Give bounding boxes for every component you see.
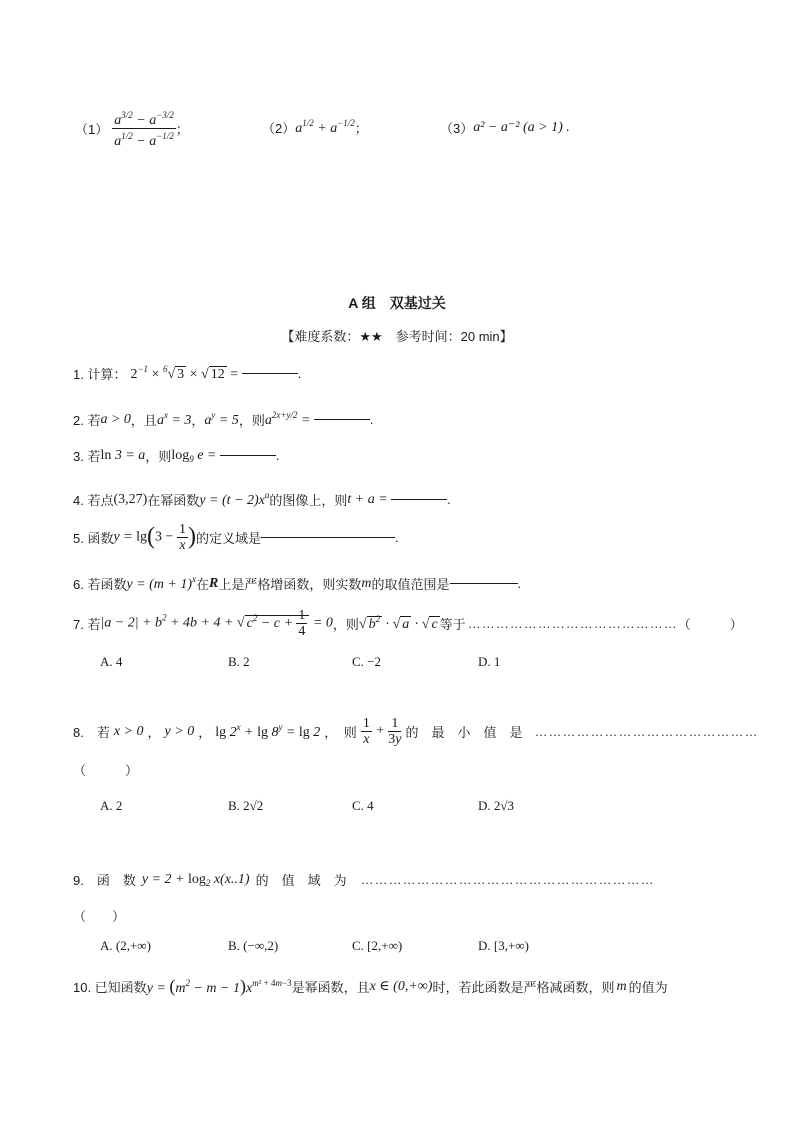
difficulty-line: 【难度系数：★★ 参考时间：20 min】 bbox=[281, 329, 513, 344]
question-8-cond-x: x > 0 bbox=[113, 723, 144, 739]
question-9-option-c[interactable]: C. [2,+∞) bbox=[352, 938, 403, 953]
problem-1-end: ； bbox=[175, 122, 189, 137]
answer-blank[interactable] bbox=[314, 419, 370, 420]
question-8-label: 8. 若 bbox=[73, 725, 110, 740]
question-2-cond-a: a > 0 bbox=[100, 411, 131, 427]
question-3-target: $\log_9 e$ = bbox=[171, 447, 220, 464]
question-1 bbox=[73, 364, 301, 383]
question-10-func: $y = (m^2 - m - 1)x^{m^2 + 4m-3}$ bbox=[146, 976, 292, 996]
problem-2-expr: $a^{1/2} + a^{-1/2}$ bbox=[295, 118, 355, 136]
question-10-text-2: 时，若此函数是严格减函数，则 bbox=[432, 980, 615, 995]
question-8-expr: $\frac{1}{x}$ + $\frac{1}{3y}$ bbox=[362, 716, 402, 747]
question-2-cond-ax: $a^x = 3$ bbox=[156, 410, 192, 428]
question-7-text-1: ，则 bbox=[332, 617, 359, 632]
question-8-text-1: ， bbox=[147, 725, 161, 740]
question-4-target: t + a = bbox=[347, 491, 392, 507]
question-3-cond: ln 3 = a bbox=[100, 447, 146, 463]
question-7-label: 7. 若 bbox=[73, 617, 101, 632]
question-4-text-1: 在幂函数 bbox=[147, 493, 200, 508]
problem-2-end: ； bbox=[354, 121, 368, 136]
question-7-option-c[interactable]: C. −2 bbox=[352, 654, 382, 669]
question-7-expr: √ $b^2$ · √ a · √ c bbox=[358, 614, 438, 632]
question-4-point: (3,27) bbox=[113, 491, 148, 507]
answer-blank[interactable] bbox=[220, 455, 276, 456]
question-2-text-1: ，且 bbox=[130, 413, 157, 428]
problem-1-fraction: $\frac{a^{3/2} - a^{-3/2}}{a^{1/2} - a^{-1/2}}$ bbox=[114, 110, 174, 149]
question-8-equation: $\lg 2^x + \lg 8^y = \lg 2$ bbox=[215, 722, 321, 740]
question-2-text-3: ，则 bbox=[238, 413, 265, 428]
question-5 bbox=[73, 522, 399, 553]
answer-blank[interactable] bbox=[261, 537, 395, 538]
question-7 bbox=[73, 608, 743, 639]
question-8-text-2: ， bbox=[198, 725, 212, 740]
question-10-text-1: 是幂函数，且 bbox=[291, 980, 370, 995]
problem-1 bbox=[75, 108, 189, 149]
question-8-option-d[interactable]: D. 2√3 bbox=[478, 798, 515, 813]
question-10-text-3: 的值为 bbox=[628, 980, 668, 995]
question-9-option-b[interactable]: B. (−∞,2) bbox=[228, 938, 279, 953]
question-10-label: 10. 已知函数 bbox=[73, 980, 147, 995]
question-6-text-2: 上是严格增函数，则实数 bbox=[218, 577, 362, 592]
problem-2 bbox=[262, 118, 368, 137]
question-2-text-2: ， bbox=[191, 413, 205, 428]
problem-1-label: （1） bbox=[75, 122, 109, 137]
question-7-condition: $|a - 2| + b^2 + 4b + 4$ + √ $c^2 - c$ + $\frac{1}{4}$ = 0 bbox=[100, 608, 333, 639]
question-7-option-d[interactable]: D. 1 bbox=[478, 654, 501, 669]
question-8-text-3: ， 则 bbox=[324, 725, 357, 740]
leader-dots: ………………………………………… bbox=[534, 724, 759, 739]
question-4-label: 4. 若点 bbox=[73, 493, 114, 508]
leader-dots: ……………………………………… bbox=[467, 616, 678, 631]
question-8-text-4: 的 最 小 值 是 bbox=[405, 725, 523, 740]
answer-paren[interactable]: （ ） bbox=[677, 617, 743, 632]
question-5-end: . bbox=[394, 530, 399, 545]
question-4-text-2: 的图像上，则 bbox=[269, 493, 348, 508]
question-2-end: . bbox=[369, 412, 374, 427]
question-6-var: m bbox=[361, 575, 372, 591]
question-1-end: . bbox=[297, 366, 302, 381]
question-9 bbox=[73, 870, 655, 889]
question-10-var: m bbox=[616, 978, 627, 994]
question-5-func: y = lg(3 − $\frac{1}{x}$ ) bbox=[113, 522, 196, 553]
question-8 bbox=[73, 716, 759, 747]
problem-3 bbox=[440, 118, 570, 137]
question-1-expr: $2^{-1} \times ^6√$ 3 × √ 12 = bbox=[130, 364, 242, 382]
question-5-text-1: 的定义域是 bbox=[195, 531, 261, 546]
problem-3-expr: a² − a⁻² (a > 1) . bbox=[473, 120, 570, 135]
question-8-option-c[interactable]: C. 4 bbox=[352, 798, 374, 813]
question-1-label: 1. 计算： bbox=[73, 367, 127, 382]
answer-blank[interactable] bbox=[450, 583, 518, 584]
question-2-label: 2. 若 bbox=[73, 413, 101, 428]
question-9-func: $y = 2 + \log_2 x(x..1)$ bbox=[141, 871, 250, 888]
question-2-target: $a^{2x+y/2}$ = bbox=[264, 410, 314, 428]
question-6-label: 6. 若函数 bbox=[73, 577, 127, 592]
section-title: A 组 双基过关 bbox=[348, 295, 446, 311]
question-7-option-a[interactable]: A. 4 bbox=[100, 654, 123, 669]
question-6-domain: R bbox=[209, 575, 219, 591]
question-6-func: $y = (m + 1)^x$ bbox=[126, 574, 197, 592]
question-4-func: $y = (t - 2)x^a$ bbox=[199, 490, 270, 508]
question-8-cond-y: y > 0 bbox=[164, 723, 195, 739]
answer-paren[interactable]: （ ） bbox=[73, 909, 126, 924]
question-2 bbox=[73, 410, 374, 429]
question-4-end: . bbox=[447, 492, 451, 507]
question-5-label: 5. 函数 bbox=[73, 531, 114, 546]
problem-2-label: （2） bbox=[262, 121, 296, 136]
question-9-option-a[interactable]: A. (2,+∞) bbox=[100, 938, 151, 953]
question-4 bbox=[73, 490, 451, 509]
question-2-cond-ay: $a^y = 5$ bbox=[204, 410, 239, 428]
question-3-end: . bbox=[275, 448, 280, 463]
problem-3-label: （3） bbox=[440, 121, 474, 136]
question-9-label: 9. 函 数 bbox=[73, 873, 136, 888]
question-10 bbox=[73, 976, 668, 997]
question-9-text-1: 的 值 域 为 bbox=[255, 873, 347, 888]
question-3-label: 3. 若 bbox=[73, 449, 101, 464]
leader-dots: ……………………………………………………… bbox=[360, 872, 655, 887]
question-6 bbox=[73, 574, 521, 593]
question-7-text-2: 等于 bbox=[439, 617, 466, 632]
answer-blank[interactable] bbox=[391, 499, 447, 500]
question-6-end: . bbox=[517, 576, 522, 591]
answer-blank[interactable] bbox=[242, 373, 298, 374]
question-3-text-1: ，则 bbox=[145, 449, 172, 464]
question-8-option-b[interactable]: B. 2√2 bbox=[228, 798, 264, 813]
question-8-option-a[interactable]: A. 2 bbox=[100, 798, 123, 813]
question-6-text-3: 的取值范围是 bbox=[371, 577, 450, 592]
question-6-text-1: 在 bbox=[196, 577, 210, 592]
question-9-option-d[interactable]: D. [3,+∞) bbox=[478, 938, 529, 953]
question-7-option-b[interactable]: B. 2 bbox=[228, 654, 250, 669]
question-3 bbox=[73, 446, 280, 465]
answer-paren[interactable]: （ ） bbox=[73, 763, 139, 778]
question-10-cond: x ∈ (0,+∞) bbox=[369, 979, 433, 994]
